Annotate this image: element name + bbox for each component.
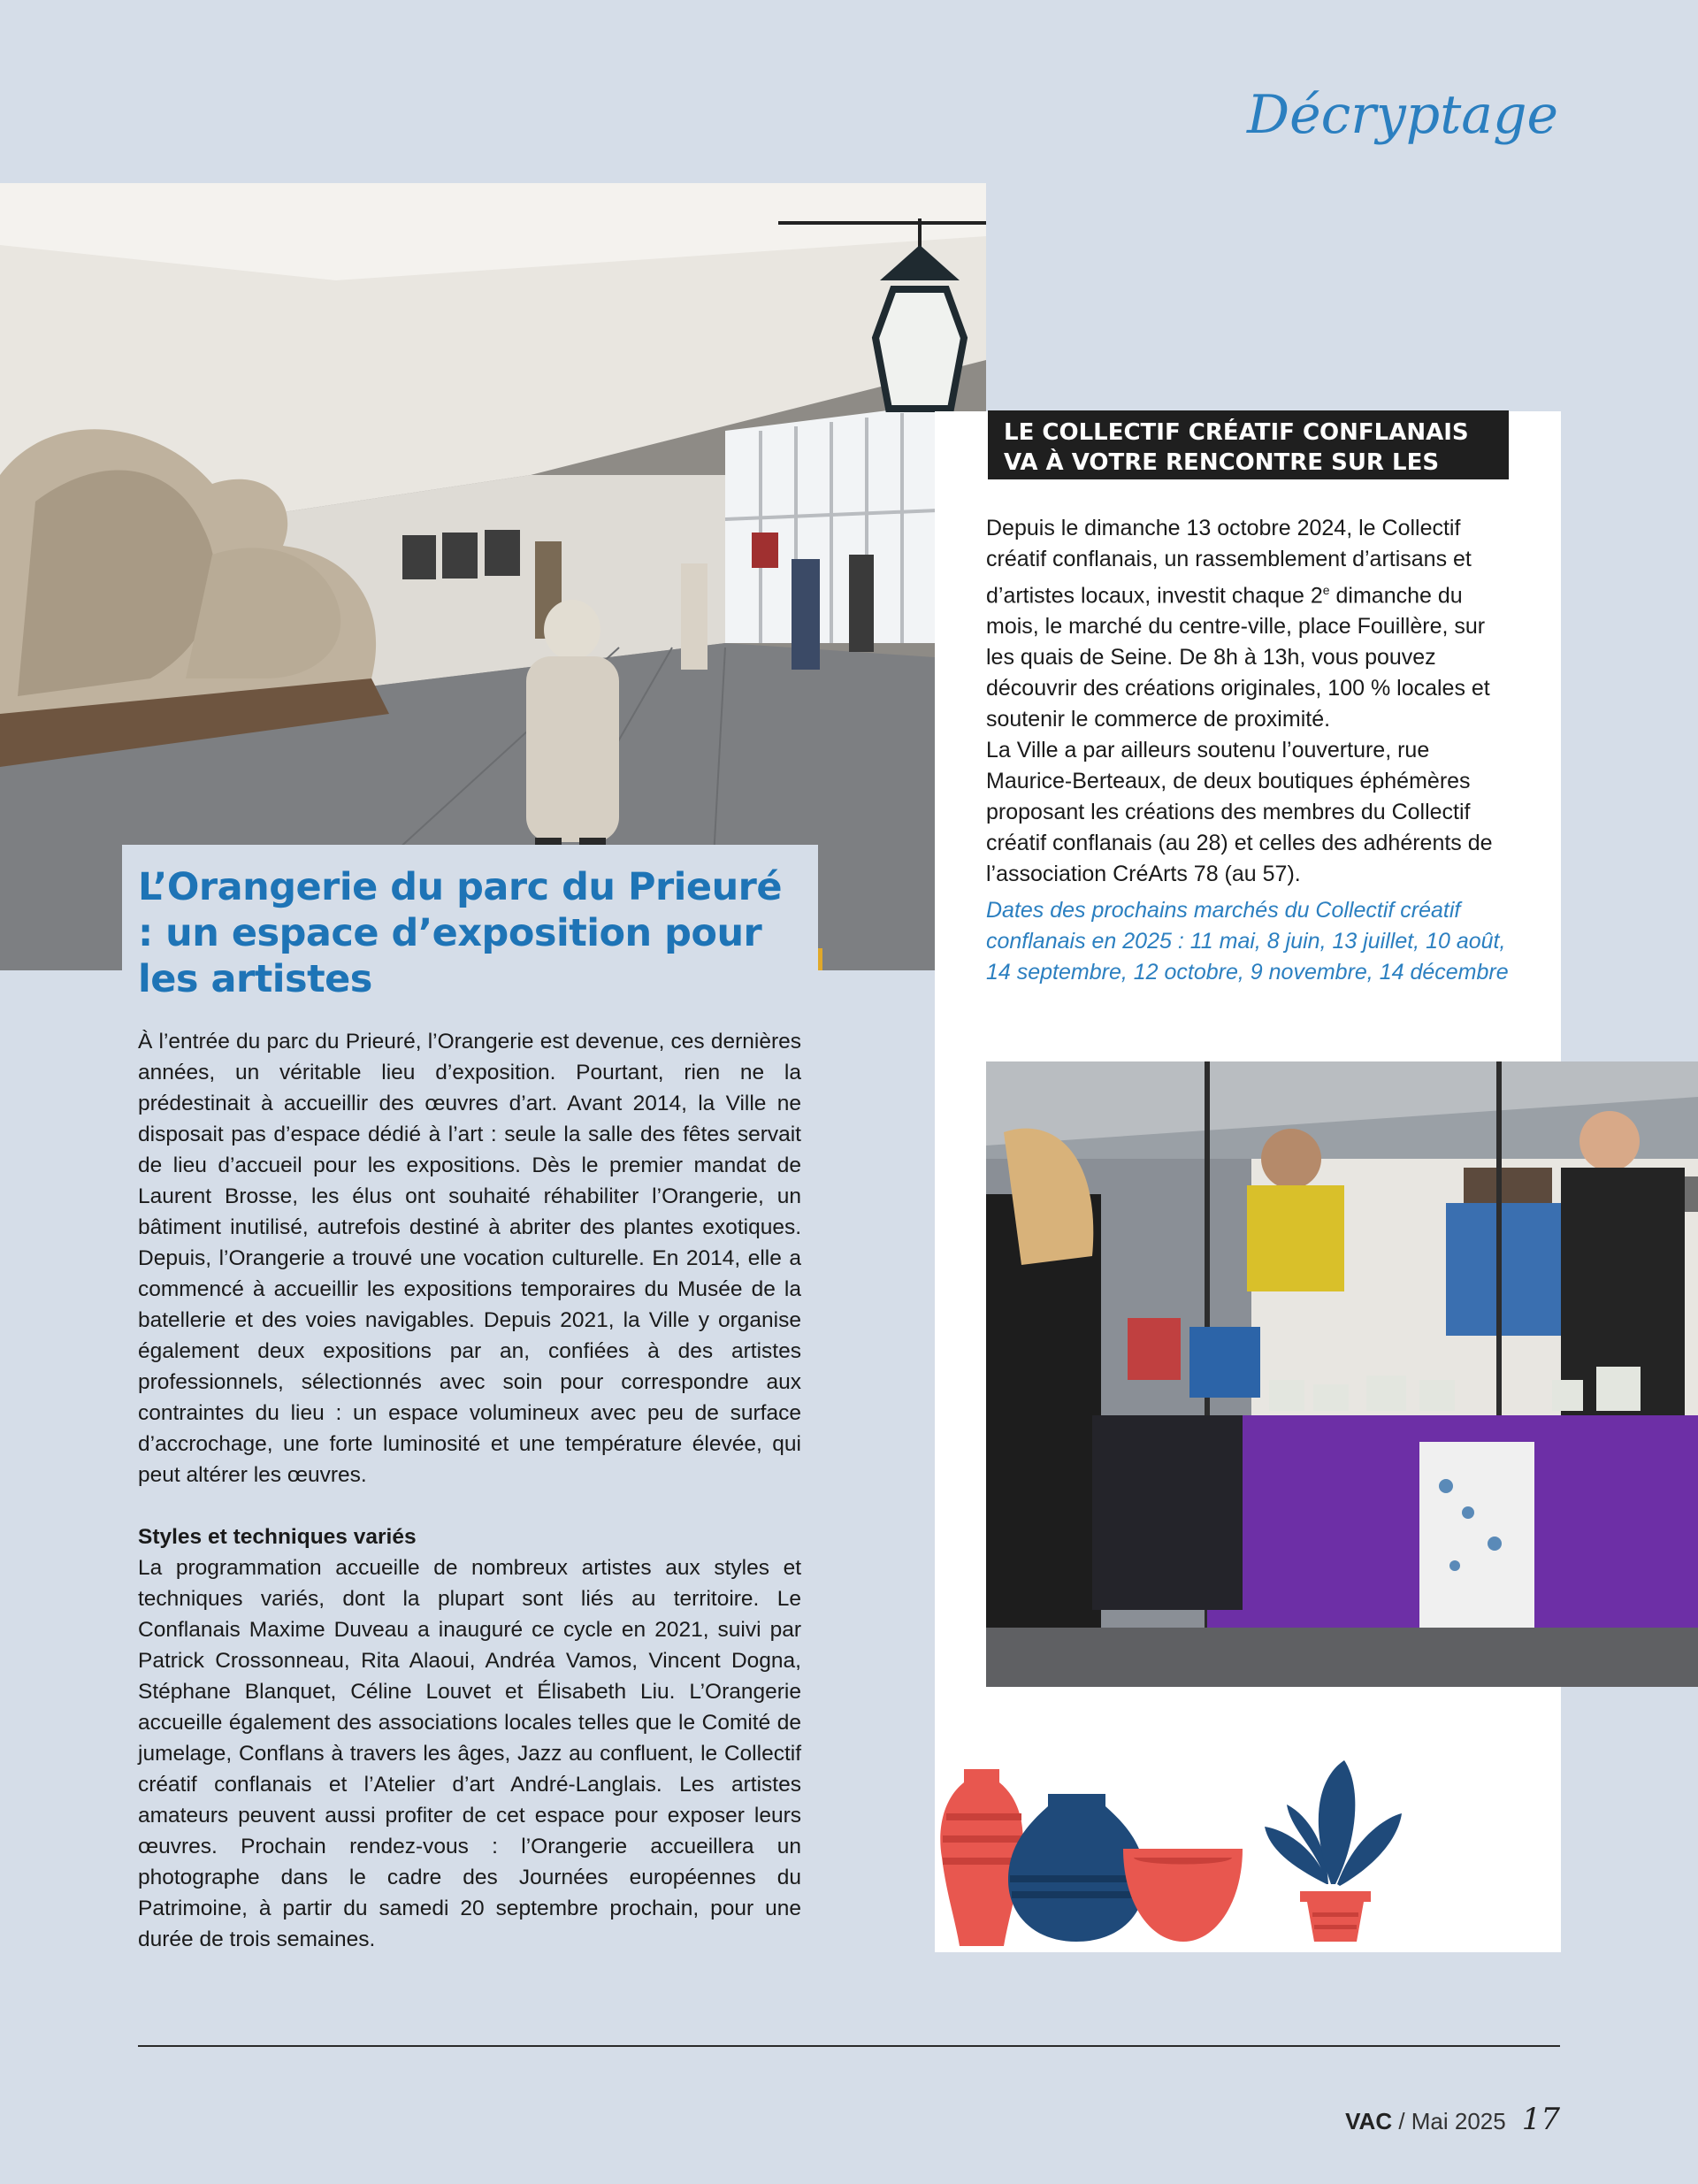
magazine-brand: VAC <box>1345 2108 1393 2134</box>
market-stall-photo <box>986 1061 1698 1687</box>
market-dates: Dates des prochains marchés du Collectif créatif conflanais en 2025 : 11 mai, 8 juin, 13 juillet, 10 août, 14 septembre, 12 octobre, 9 novembre, 14 décembre <box>986 898 1509 985</box>
page-number: 17 <box>1521 2102 1560 2137</box>
footer-separator: / <box>1392 2108 1411 2134</box>
bowl-icon <box>1123 1849 1243 1942</box>
ordinal-superscript: e <box>1322 583 1330 597</box>
article-subheading: Styles et techniques variés <box>138 1525 417 1549</box>
article-title: L’Orangerie du parc du Prieuré : un espace d’exposition pour les artistes <box>138 865 783 1001</box>
footer-rule <box>138 2045 1560 2047</box>
potted-plant-icon <box>1265 1760 1402 1942</box>
article-paragraph-1: À l’entrée du parc du Prieuré, l’Orangerie est devenue, ces dernières années, un véritable lieu d’exposition. Pourtant, rien ne la prédestinait à accueillir des œuvres d’art. Avant 2014, la Ville ne disposait pas d’espace dédié à l’art : seule la salle des fêtes servait de lieu d’accueil pour les expositions. Dès le premier mandat de Laurent Brosse, les élus ont souhaité réhabiliter l’Orangerie, un bâtiment inutilisé, autrefois destiné à abriter des plantes exotiques. Depuis, l’Orangerie a trouvé une vocation culturelle. En 2014, elle a commencé à accueillir les expositions temporaires du Musée de la batellerie et des voies navigables. Depuis 2021, la Ville y organise également deux expositions par an, confiées à des artistes professionnels, sélectionnés avec soin pour correspondre aux contraintes du lieu : un espace volumineux avec peu de surface d’accrochage, une forte luminosité et une température élevée, qui peut altérer les œuvres. <box>138 1030 801 1487</box>
sidebar-banner-line-2: VA À VOTRE RENCONTRE SUR LES QUAIS <box>1004 449 1440 506</box>
issue-date: Mai 2025 <box>1411 2108 1506 2134</box>
article-title-box <box>122 845 818 1001</box>
sidebar-text <box>986 513 1517 988</box>
sidebar-paragraph-1 <box>986 513 1517 735</box>
sidebar-text-part-2: dimanche du mois, le marché du centre-ville, place Fouillère, sur les quais de Seine. De 8h à 13h, vous pouvez découvrir des créations originales, 100 % locales et soutenir le commerce de proximité. <box>986 583 1490 732</box>
page-footer <box>1345 2102 1560 2137</box>
sidebar-banner-line-1: LE COLLECTIF CRÉATIF CONFLANAIS <box>1004 419 1469 446</box>
pottery-illustration <box>902 1751 1433 1955</box>
sidebar-banner <box>988 410 1509 506</box>
sidebar-text-part-1: Depuis le dimanche 13 octobre 2024, le Collectif créatif conflanais, un rassemblement d’artisans et d’artistes locaux, investit chaque 2 <box>986 516 1472 609</box>
article-paragraph-2: La programmation accueille de nombreux artistes aux styles et techniques variés, dont la plupart sont liés au territoire. Le Conflanais Maxime Duveau a inauguré ce cycle en 2021, suivi par Patrick Crossonneau, Rita Alaoui, Andréa Vamos, Vincent Dogna, Stéphane Blanquet, Céline Louvet et Élisabeth Liu. L’Orangerie accueille également des associations locales telles que le Comité de jumelage, Conflans à travers les âges, Jazz au confluent, le Collectif créatif conflanais et l’Atelier d’art André-Langlais. Les artistes amateurs peuvent aussi profiter de cet espace pour exposer leurs œuvres. Prochain rendez-vous : l’Orangerie accueillera un photographe dans le cadre des Journées européennes du Patrimoine, à partir du samedi 20 septembre prochain, pour une durée de trois semaines. <box>138 1556 801 1951</box>
article-body <box>138 1026 801 1955</box>
section-label: Décryptage <box>1246 84 1558 146</box>
sidebar-paragraph-2: La Ville a par ailleurs soutenu l’ouverture, rue Maurice-Berteaux, de deux boutiques éphémères proposant les créations des membres du Collectif créatif conflanais (au 28) et celles des adhérents de l’association CréArts 78 (au 57). <box>986 738 1493 887</box>
